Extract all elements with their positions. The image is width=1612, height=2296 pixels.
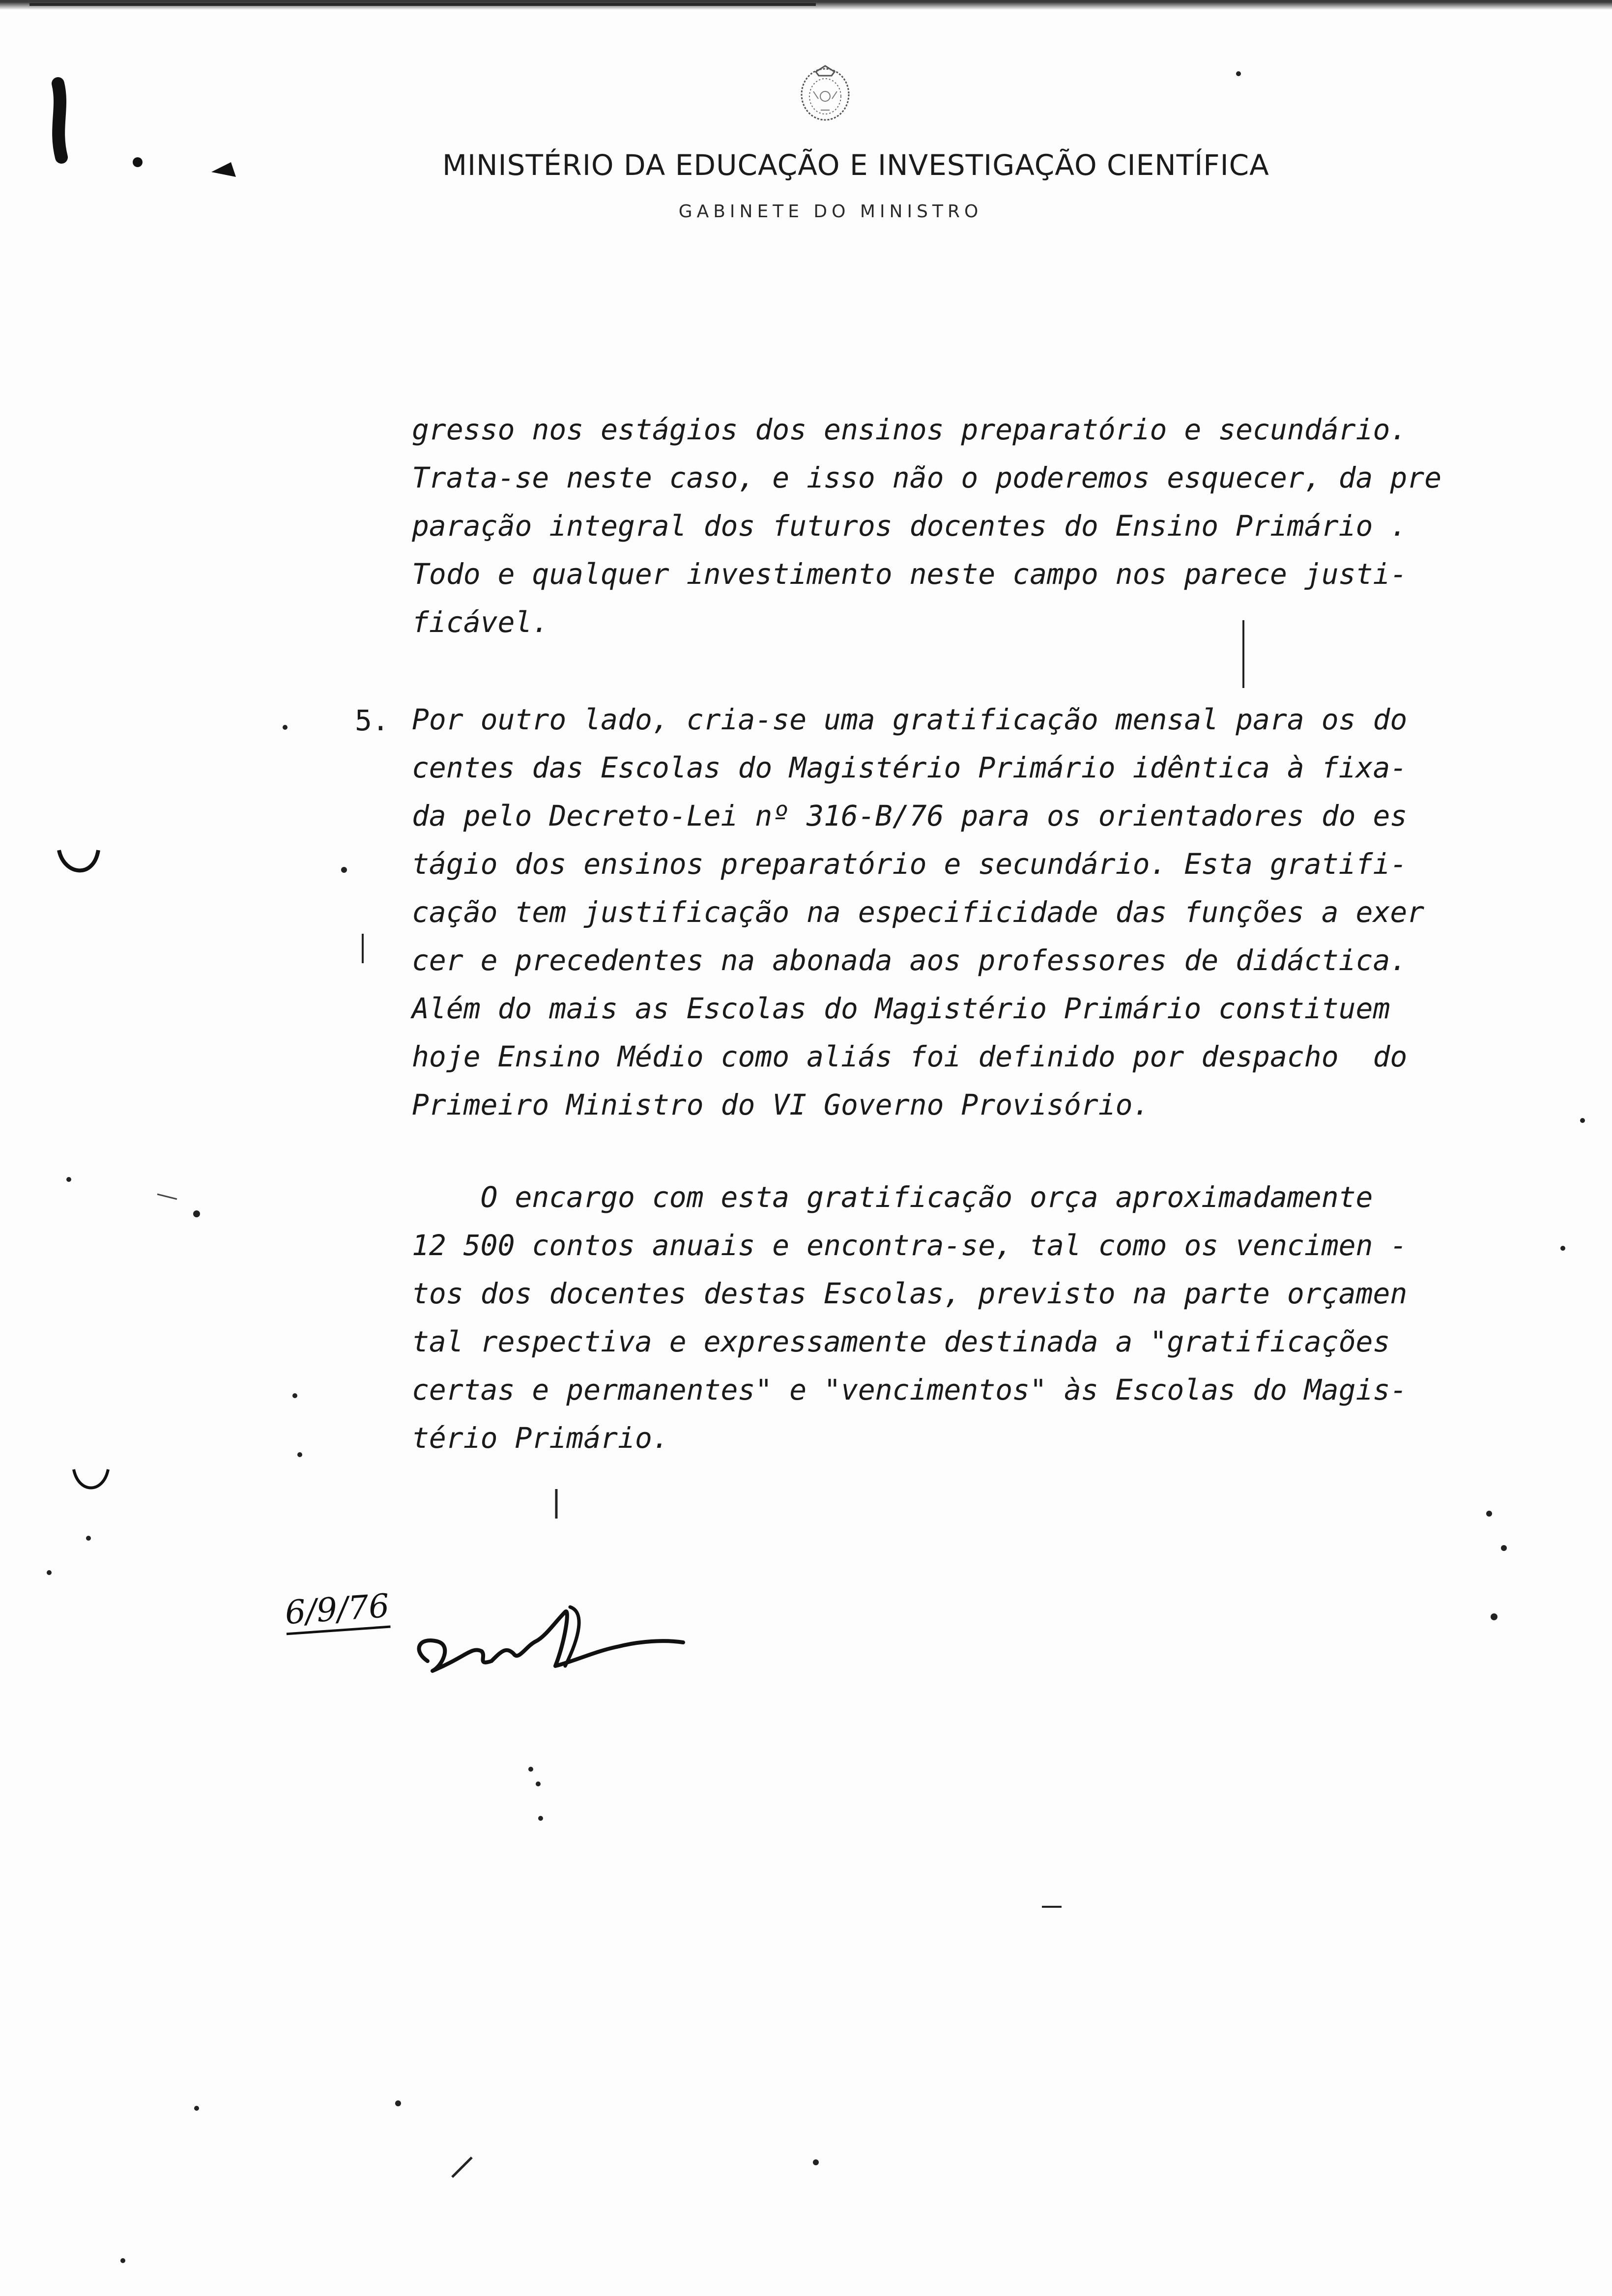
body-line: Por outro lado, cria-se uma gratificação mensal para os do (412, 703, 1408, 736)
body-line: certas e permanentes" e "vencimentos" às Escolas do Magis- (412, 1373, 1408, 1406)
body-line: Todo e qualquer investimento neste campo nos parece justi- (412, 557, 1408, 591)
body-line: paração integral dos futuros docentes do Ensino Primário . (412, 509, 1408, 543)
body-line: ficável. (412, 605, 549, 639)
item-number: 5. (355, 704, 389, 737)
handwritten-date: 6/9/76 (284, 1587, 391, 1636)
body-line: Além do mais as Escolas do Magistério Primário constituem (412, 992, 1390, 1025)
body-line: cação tem justificação na especificidade das funções a exer (412, 895, 1425, 929)
body-line: hoje Ensino Médio como aliás foi definido por despacho do (412, 1040, 1408, 1073)
body-line: gresso nos estágios dos ensinos preparatório e secundário. (412, 413, 1408, 446)
ministry-title: MINISTÉRIO DA EDUCAÇÃO E INVESTIGAÇÃO CIENTÍFICA (442, 148, 1269, 182)
body-line: O encargo com esta gratificação orça aproximadamente (412, 1180, 1373, 1214)
body-line: Trata-se neste caso, e isso não o poderemos esquecer, da pre (412, 461, 1442, 494)
body-line: centes das Escolas do Magistério Primário idêntica à fixa- (412, 751, 1408, 784)
body-line: cer e precedentes na abonada aos professores de didáctica. (412, 944, 1408, 977)
body-line: da pelo Decreto-Lei nº 316-B/76 para os orientadores do es (412, 799, 1408, 832)
body-line: 12 500 contos anuais e encontra-se, tal como os vencimen - (412, 1229, 1408, 1262)
cabinet-subtitle: GABINETE DO MINISTRO (678, 201, 983, 222)
body-line: tério Primário. (412, 1421, 669, 1455)
body-line: tal respectiva e expressamente destinada a "gratificações (412, 1325, 1390, 1358)
body-line: tágio dos ensinos preparatório e secundário. Esta gratifi- (412, 847, 1408, 881)
body-line: Primeiro Ministro do VI Governo Provisório. (412, 1088, 1150, 1121)
body-line: tos dos docentes destas Escolas, previsto na parte orçamen (412, 1277, 1408, 1310)
